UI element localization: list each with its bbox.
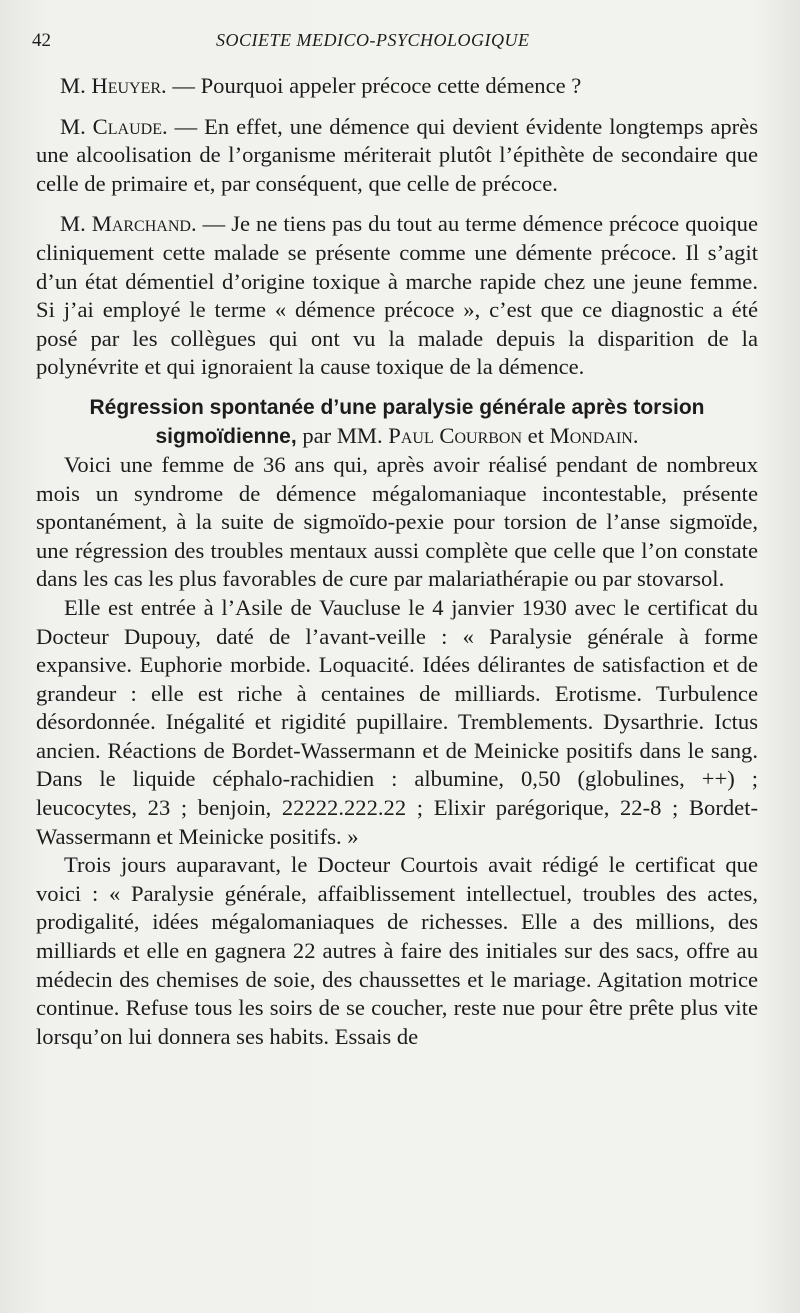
article-paragraph-2: Elle est entrée à l’Asile de Vaucluse le 4 janvier 1930 avec le certificat du Docteur Dupouy, daté de l’avant-veille : « Paralysie générale à forme expansive. Euphorie morbide. Loquacité. Idées délirantes de satisfaction et de grandeur : elle est riche à centaines de milliards. Erotisme. Turbulence désordonnée. Inégalité et rigidité pupillaire. Tremblements. Dysarthrie. Ictus ancien. Réactions de Bordet-Wassermann et de Meinicke positifs dans le sang. Dans le liquide céphalo-rachidien : albumine, 0,50 (globulines, ++) ; leucocytes, 23 ; benjoin, 22222.222.22 ; Elixir parégorique, 22-8 ; Bordet-Wassermann et Meinicke positifs. » <box>36 594 758 849</box>
discussion-remark-heuyer <box>36 72 758 101</box>
speaker-name: M. Claude. <box>60 113 168 139</box>
discussion-remark-marchand <box>36 210 758 382</box>
article-title <box>36 394 758 451</box>
speaker-name: M. Heuyer. <box>60 73 167 98</box>
running-header <box>32 30 772 58</box>
page-body <box>36 72 758 1051</box>
article-byline-by: par MM. <box>296 422 389 448</box>
article-author-1: Paul Courbon <box>388 422 523 448</box>
speech-text: En effet, une démence qui devient évidente longtemps après une alcoolisation de l’organisme mériterait plutôt l’épithète de secondaire que celle de primaire et, par conséquent, que celle de précoce. <box>36 113 758 196</box>
article-paragraph-3: Trois jours auparavant, le Docteur Courtois avait rédigé le certificat que voici : « Paralysie générale, affaiblissement intellectuel, troubles des actes, prodigalité, idées mégalomaniaques de richesses. Elle a des millions, des milliards et elle en gagnera 22 autres à faire des initiales sur des sacs, offre au médecin des chemises de soie, des chaussettes et le mariage. Agitation motrice continue. Refuse tous les soirs de se coucher, reste nue pour être prête plus vite lorsqu’on lui donnera ses habits. Essais de <box>36 852 758 1049</box>
running-title: SOCIETE MEDICO-PSYCHOLOGIQUE <box>216 30 530 50</box>
article-paragraph-1: Voici une femme de 36 ans qui, après avoir réalisé pendant de nombreux mois un syndrome de démence mégalomaniaque incontestable, présente spontanément, à la suite de sigmoïdo-pexie pour torsion de l’anse sigmoïde, une régression des troubles mentaux aussi complète que celle que l’on constate dans les cas les plus favorables de cure par malariathérapie ou par stovarsol. <box>36 451 758 592</box>
page-number: 42 <box>32 30 51 51</box>
speaker-name: M. Marchand. <box>60 211 197 237</box>
discussion-remark-claude <box>36 113 758 199</box>
article-title-end: . <box>632 422 639 448</box>
article-byline-and: et <box>522 422 550 448</box>
article-title-text: Régression spontanée d’une paralysie générale après torsion sigmoïdienne, <box>89 395 705 448</box>
speech-dash: — <box>167 113 205 139</box>
speech-text: Pourquoi appeler précoce cette démence ? <box>200 73 582 98</box>
article-author-2: Mondain <box>549 422 633 448</box>
speech-dash: — <box>166 73 201 98</box>
speech-text: Je ne tiens pas du tout au terme démence précoce quoique cliniquement cette malade se présente comme une démente précoce. Il s’agit d’un état démentiel d’origine toxique à marche rapide chez une jeune femme. Si j’ai employé le terme « démence précoce », c’est que ce diagnostic a été posé par les collègues qui ont vu la malade depuis la disparition de la polynévrite et qui ignoraient la cause toxique de la démence. <box>36 211 758 380</box>
speech-dash: — <box>196 211 232 237</box>
